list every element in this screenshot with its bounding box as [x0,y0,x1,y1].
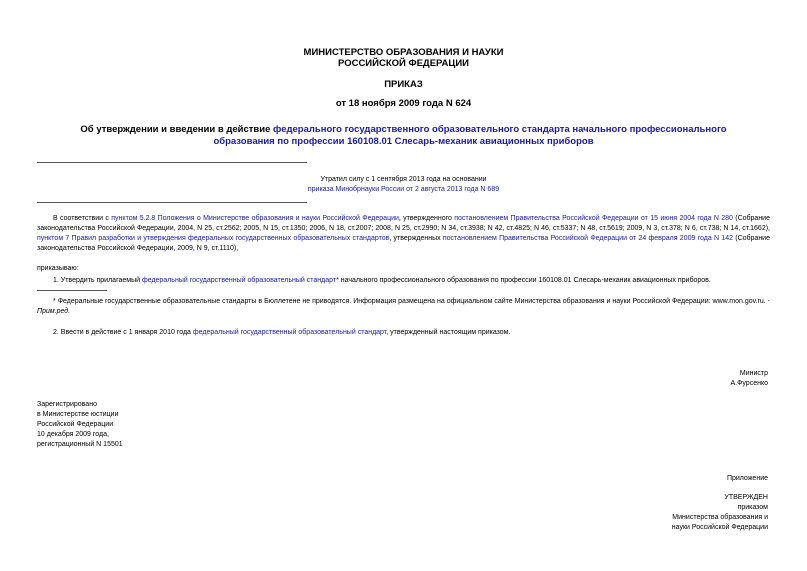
footnote-divider [37,290,107,291]
title-prefix: Об утверждении и введении в действие [80,124,274,135]
divider-top [37,162,307,163]
order-item-2 [53,328,770,338]
registration-line-1: Зарегистрировано [37,401,97,408]
signature-position: Министр [739,370,768,377]
item1-text-1: 1. Утвердить прилагаемый [53,277,142,284]
preamble-text-4: , утвержденных [389,235,443,242]
appendix-line-1: приказом [737,504,768,511]
government-decree-280-link[interactable]: постановлением Правительства Российской Федерации от 15 июня 2004 года N 280 [454,215,733,222]
preamble-paragraph [37,214,770,254]
item1-text-3: . [708,277,711,284]
document-date-number: от 18 ноября 2009 года N 624 [335,98,472,109]
appendix-line-2: Министерства образования и [672,514,768,521]
item2-text-2: , утвержденный настоящим приказом. [386,329,511,336]
repeal-order-link[interactable]: приказа Минобрнауки России от 2 августа 2013 года N 689 [307,186,500,193]
standard-link-item-1[interactable]: федеральный государственный образовательный стандарт [141,277,337,284]
government-decree-142-link[interactable]: постановлением Правительства Российской Федерации от 24 февраля 2009 года N 142 [442,235,733,242]
status-note-link-line [0,185,807,195]
ministry-line-1: МИНИСТЕРСТВО ОБРАЗОВАНИЯ И НАУКИ [303,47,504,58]
divider-bottom [37,202,307,203]
page-title [60,124,747,148]
registration-line-5: регистрационный N 15501 [37,441,123,448]
registration-line-3: Российской Федерации [37,421,114,428]
status-note-text: Утратил силу с 1 сентября 2013 года на основании [320,176,487,183]
item2-text-1: 2. Ввести в действие с 1 января 2010 года [53,329,193,336]
order-item-1 [53,276,770,286]
footnote-editor-note: Прим.ред. [37,308,71,315]
signature-name: А.Фурсенко [730,380,768,387]
appendix-approved: УТВЕРЖДЕН [724,494,768,501]
preamble-text-3: (Собрание законодательства Российской Федерации, 2004, N 25, ст.2562; 2005, N 15, ст.1350; 2006, N 18, ст.2007; 2008, N 25, ст.2990; N 34, ст.3938; N 42, ст.4825; N 46, ст.5337; N 48, ст.5619; 2009, N 3, ст.378; N 6, ст.738; N 14, ст.1662), [37,215,770,232]
rules-clause-7-link[interactable]: пунктом 7 Правил разработки и утверждения федеральных государственных образовательных стандартов [37,235,390,242]
preamble-text-5: (Собрание законодательства Российской Федерации, 2009, N 9, ст.1110), [37,235,770,252]
footnote [37,297,770,317]
footnote-text: * Федеральные государственные образовательные стандарты в Бюллетене не приводятся. Информация размещена на официальном сайте Министерства образования и науки Российской Федерации: www.mon.gov.ru. - [53,298,770,305]
preamble-text-2: , утвержденного [398,215,455,222]
registration-line-4: 10 декабря 2009 года, [37,431,109,438]
standard-link-item-2[interactable]: федеральный государственный образовательный стандарт [192,329,387,336]
title-standard-link[interactable]: федерального государственного образовательного стандарта начального профессионального образования по профессии 160108.01 Слесарь-механик авиационных приборов [213,124,727,147]
appendix-line-3: науки Российской Федерации [671,524,768,531]
preamble-text-1: В соответствии с [53,215,112,222]
appendix-label: Приложение [726,475,768,482]
ministry-line-2: РОССИЙСКОЙ ФЕДЕРАЦИИ [337,58,469,69]
item1-text-2: * начального профессионального образования по профессии 160108.01 Слесарь-механик авиационных приборов [336,277,709,284]
regulation-clause-link[interactable]: пунктом 5.2.8 Положения о Министерстве образования и науки Российской Федерации [111,215,399,222]
registration-line-2: в Министерстве юстиции [37,411,119,418]
order-word: приказываю: [37,265,79,272]
document-type: ПРИКАЗ [384,79,423,90]
